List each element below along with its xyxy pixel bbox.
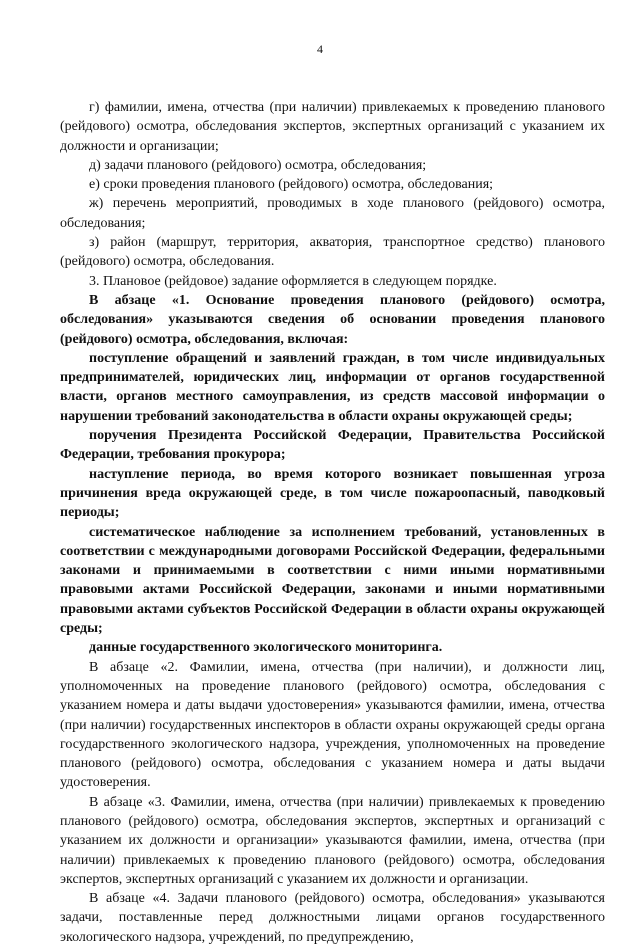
paragraph: г) фамилии, имена, отчества (при наличии) привлекаемых к проведению планового (рейдового) осмотра, обследования экспертов, экспертных организаций с указанием их должности и организации; bbox=[60, 100, 605, 154]
paragraph: ж) перечень мероприятий, проводимых в ходе планового (рейдового) осмотра, обследования; bbox=[60, 196, 605, 231]
paragraph: В абзаце «4. Задачи планового (рейдового) осмотра, обследования» указываются задачи, поставленные перед должностными лицами органов государственного экологического надзора, учреждений, по предупреждению, bbox=[60, 891, 605, 945]
paragraph: поступление обращений и заявлений граждан, в том числе индивидуальных предпринимателей, юридических лиц, информации от органов государственной власти, органов местного самоуправления, из средств массовой информации о нарушении требований законодательства в области охраны окружающей среды; bbox=[60, 350, 605, 424]
paragraph: д) задачи планового (рейдового) осмотра, обследования; bbox=[89, 157, 427, 173]
paragraph: В абзаце «1. Основание проведения планового (рейдового) осмотра, обследования» указываются сведения об основании проведения планового (рейдового) осмотра, обследования, включая: bbox=[60, 292, 605, 347]
paragraph: наступление периода, во время которого возникает повышенная угроза причинения вреда окружающей среде, в том числе пожароопасный, паводковый периоды; bbox=[60, 466, 605, 521]
page-number: 4 bbox=[317, 42, 323, 56]
paragraph: систематическое наблюдение за исполнением требований, установленных в соответствии с международными договорами Российской Федерации, федеральными законами и принимаемыми в соответствии с ними иными нормативными правовыми актами Российской Федерации, законами и иными нормативными правовыми актами субъектов Российской Федерации в области охраны окружающей среды; bbox=[60, 524, 605, 637]
paragraph: з) район (маршрут, территория, акватория, транспортное средство) планового (рейдового) осмотра, обследования. bbox=[60, 235, 605, 270]
paragraph: 3. Плановое (рейдовое) задание оформляется в следующем порядке. bbox=[89, 273, 497, 289]
paragraph: В абзаце «3. Фамилии, имена, отчества (при наличии) привлекаемых к проведению планового (рейдового) осмотра, обследования экспертов, экспертных и организаций с указанием их должности и организации» указываются фамилии, имена, отчества (при наличии) привлекаемых к проведению планового (рейдового) осмотра, обследования экспертов, экспертных организаций с указанием их должности и организации. bbox=[60, 794, 605, 887]
paragraph: данные государственного экологического мониторинга. bbox=[89, 640, 443, 656]
paragraph: е) сроки проведения планового (рейдового) осмотра, обследования; bbox=[89, 177, 494, 193]
paragraph: В абзаце «2. Фамилии, имена, отчества (при наличии), и должности лиц, уполномоченных на проведение планового (рейдового) осмотра, обследования с указанием номера и даты выдачи удостоверения» указываются фамилии, имена, отчества (при наличии) государственных инспекторов в области охраны окружающей среды органа государственного экологического надзора, учреждения, уполномоченных на проведение планового (рейдового) осмотра, обследования с указанием номера и даты выдачи удостоверения. bbox=[60, 659, 605, 791]
document-body bbox=[60, 98, 605, 947]
paragraph: поручения Президента Российской Федерации, Правительства Российской Федерации, требования прокурора; bbox=[60, 428, 605, 463]
